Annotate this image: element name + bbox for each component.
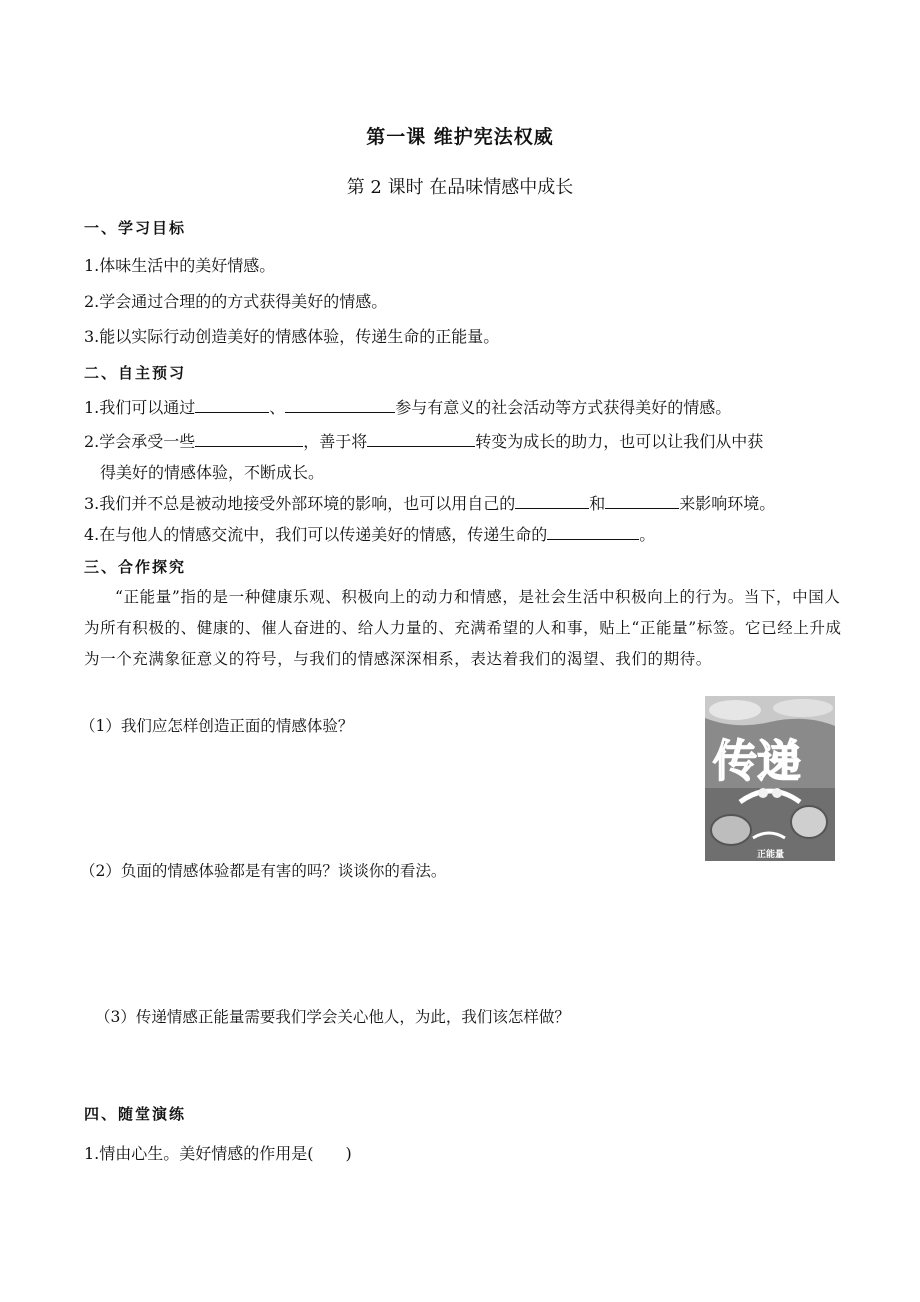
preview-text: ，善于将 xyxy=(303,432,368,451)
goal-item: 3.能以实际行动创造美好的情感体验，传递生命的正能量。 xyxy=(84,327,500,346)
preview-text: 来影响环境。 xyxy=(679,494,776,513)
preview-text: 转变为成长的助力，也可以让我们从中获 xyxy=(475,432,764,451)
fill-blank[interactable] xyxy=(195,398,269,413)
question-3: （3）传递情感正能量需要我们学会关心他人，为此，我们该怎样做？ xyxy=(95,1008,570,1026)
preview-item-2 xyxy=(84,429,763,452)
goal-item: 1.体味生活中的美好情感。 xyxy=(84,256,276,275)
preview-item-1 xyxy=(84,395,731,418)
fill-blank[interactable] xyxy=(195,432,303,447)
fill-blank[interactable] xyxy=(515,494,589,509)
section-heading-preview: 二、自主预习 xyxy=(84,364,187,382)
question-1: （1）我们应怎样创造正面的情感体验？ xyxy=(80,717,354,735)
preview-item-4 xyxy=(84,522,655,545)
preview-item-2-cont: 得美好的情感体验，不断成长。 xyxy=(100,463,325,482)
fill-blank[interactable] xyxy=(285,398,395,413)
preview-text: 、 xyxy=(269,398,286,417)
preview-text: 1.我们可以通过 xyxy=(84,398,196,417)
fill-blank[interactable] xyxy=(547,525,639,540)
section-heading-goals: 一、学习目标 xyxy=(84,219,187,237)
section-heading-practice: 四、随堂演练 xyxy=(84,1105,187,1123)
explore-paragraph: “正能量”指的是一种健康乐观、积极向上的动力和情感，是社会生活中积极向上的行为。当下，中国人为所有积极的、健康的、催人奋进的、给人力量的、充满希望的人和事，贴上“正能量”标签。它已经上升成为一个充满象征意义的符号，与我们的情感深深相系，表达着我们的渴望、我们的期待。 xyxy=(84,588,842,668)
preview-text: 。 xyxy=(639,525,656,544)
preview-item-3 xyxy=(84,491,775,514)
preview-text: 4.在与他人的情感交流中，我们可以传递美好的情感，传递生命的 xyxy=(84,525,548,544)
positive-energy-image xyxy=(705,696,835,861)
preview-text: 2.学会承受一些 xyxy=(84,432,196,451)
preview-text: 参与有意义的社会活动等方式获得美好的情感。 xyxy=(395,398,732,417)
preview-text: 和 xyxy=(589,494,606,513)
practice-question-1: 1.情由心生。美好情感的作用是( ) xyxy=(84,1144,352,1163)
lesson-subtitle: 第 2 课时 在品味情感中成长 xyxy=(346,177,574,198)
fill-blank[interactable] xyxy=(367,432,475,447)
image-small-text: 正能量 xyxy=(757,850,785,860)
image-big-text: 传递 xyxy=(713,736,801,787)
fill-blank[interactable] xyxy=(605,494,679,509)
preview-text: 3.我们并不总是被动地接受外部环境的影响，也可以用自己的 xyxy=(84,494,516,513)
lesson-title: 第一课 维护宪法权威 xyxy=(366,126,554,148)
question-2: （2）负面的情感体验都是有害的吗？谈谈你的看法。 xyxy=(80,862,447,880)
positive-energy-illustration xyxy=(705,696,835,861)
goal-item: 2.学会通过合理的的方式获得美好的情感。 xyxy=(84,292,388,311)
section-heading-explore: 三、合作探究 xyxy=(84,558,187,576)
